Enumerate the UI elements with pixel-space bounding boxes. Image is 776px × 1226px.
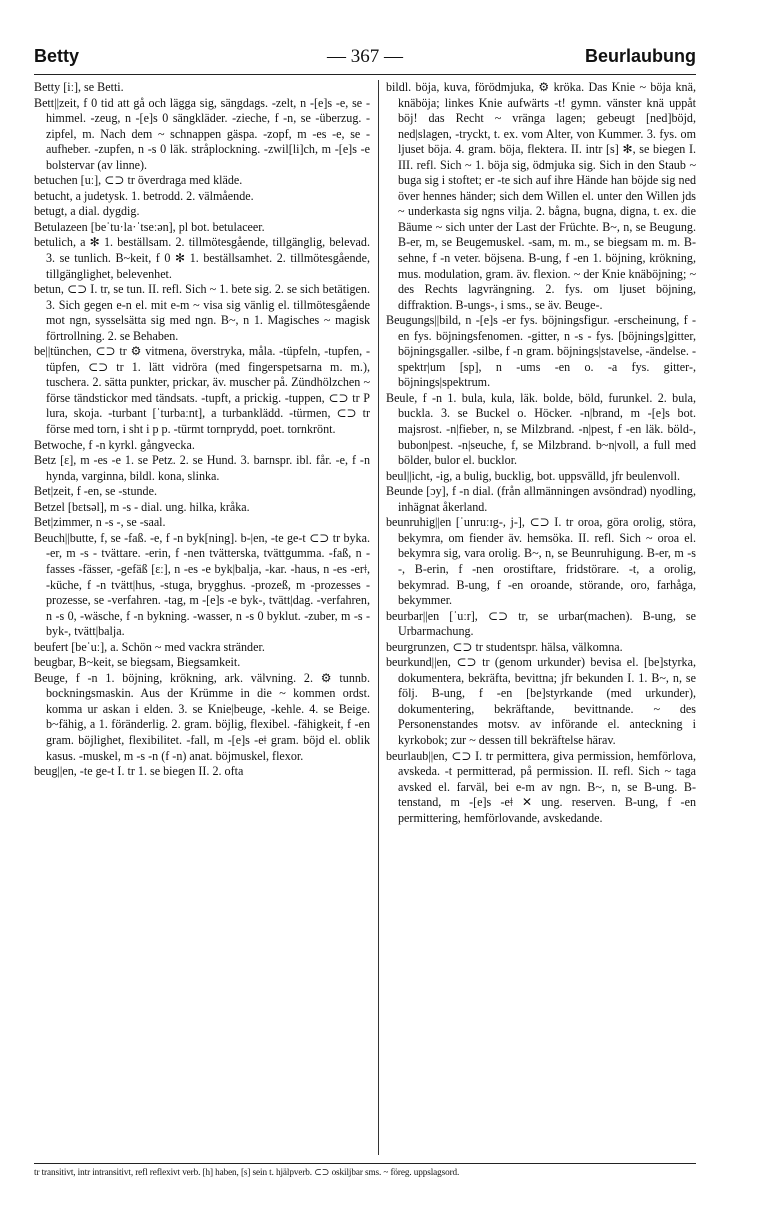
dictionary-entry: beurkund||en, ⊂⊃ tr (genom urkunder) bevisa el. [be]styrka, dokumentera, bekräfta, bevittna; jfr bekunden I. 1. B~, n, se följ. B-ung, f -en [be]styrkande (med urkunder), dokumentering, bekräftande, bevittnande. ~ des Personenstandes motsv. av införande el. anteckning i kyrkobok; zur ~ dessen till bekräftelse härav. (386, 655, 696, 747)
column-divider (378, 80, 379, 1155)
dictionary-entry: Bett||zeit, f 0 tid att gå och lägga sig, sängdags. -zelt, n -[e]s -e, se -himmel. -zeug, n -[e]s 0 sängkläder. -zieche, f -n, se -überzug. -zipfel, m. Nach dem ~ schnappen gäspa. -zopf, m -es -e, se -aufheber. -zupfen, n -s 0 läk. stråplockning. -zwil[li]ch, m -[e]s -e bolstervar (av linne). (34, 95, 370, 172)
dictionary-entry: be||tünchen, ⊂⊃ tr ⚙ vitmena, överstryka, måla. -tüpfeln, -tupfen, -tüpfen, ⊂⊃ tr 1. lätt vidröra (med fingerspetsarna m. m.), tuschera. 2. sätta punkter, prickar, äv. muscher på. Zündhölzchen ~ förse tändstickor med tändsats. -tupft, a prickig. -tuppen, ⊂⊃ tr P lura, skoja. -turbant [ˈturbaːnt], a turbanklädd. -türmen, ⊂⊃ tr förse med torn, i sht i p p. -türmt tornprydd, poet. tornkrönt. (34, 344, 370, 437)
dictionary-entry: betun, ⊂⊃ I. tr, se tun. II. refl. Sich ~ 1. bete sig. 2. se sich betätigen. 3. Sich gegen e-n el. mit e-m ~ visa sig vänlig el. tillmötesgående mot ngn, sysselsätta sig med ngn. B~, n 1. Magisches ~ magisk förtrollning. 2. se Behaben. (34, 282, 370, 343)
dictionary-entry: Betwoche, f -n kyrkl. gångvecka. (34, 437, 195, 452)
dictionary-entry: beunruhig||en [ˈunruːɪg-, j-], ⊂⊃ I. tr oroa, göra orolig, störa, bekymra, om fiender äv. hemsöka. II. refl. Sich ~ oroa el. bekymra sig, vara orolig. B~, n, se Beunruhigung. B-er, m -s -, B-erin, f -nen orostiftare, fridstörare. -t, a orolig, bekymrad. B-ung, f -en oroande, störande, oro, farhåga, bekymmer. (386, 515, 696, 608)
dictionary-entry: Beuge, f -n 1. böjning, krökning, ark. välvning. 2. ⚙ tunnb. bockningsmaskin. Aus der Krümme in die ~ kommen ordst. komma ur askan i elden. 3. se Knie|beuge, -kehle. 4. se Beige. b~fähig, a 1. föränderlig. 2. gram. böjlig, flexibel. -fähigkeit, f -en gram. böjlighet, flexibilitet. -fall, m -[e]s -eǂ gram. böjd el. oblik kasus. -muskel, m -s -n (f -n) anat. böjmuskel, flexor. (34, 670, 370, 763)
abbreviation-footer: tr transitivt, intr intransitivt, refl reflexivt verb. [h] haben, [s] sein t. hjälpverb. ⊂⊃ oskiljbar sms. ~ föreg. uppslagsord. (34, 1167, 460, 1177)
dictionary-entry: betugt, a dial. dygdig. (34, 204, 140, 219)
dictionary-entry: beugbar, B~keit, se biegsam, Biegsamkeit. (34, 655, 241, 670)
dictionary-entry: Beugungs||bild, n -[e]s -er fys. böjningsfigur. -erscheinung, f -en fys. böjningsfenomen. -gitter, n -s - fys. [böjnings]gitter, böjningsgaller. -silbe, f -n gram. böjnings|stavelse, -ändelse. -spektr|um [sp], n -ums -en o. -a fys. gitter-, böjnings|spektrum. (386, 313, 696, 390)
dictionary-entry: Beule, f -n 1. bula, kula, läk. bolde, böld, furunkel. 2. bula, buckla. 3. se Buckel o. Höcker. -n|brand, m -[e]s bot. majsrost. -n|fieber, n, se Milzbrand. -n|pest, f -en läk. böld-, bubon|pest. -n|seuche, f, se Milzbrand. b~n|voll, a full med bölder, bulor el. bucklor. (386, 390, 696, 468)
header-rule (34, 74, 696, 75)
dictionary-entry: Beuch||butte, f, se -faß. -e, f -n byk[ning]. b-|en, -te ge-t ⊂⊃ tr byka. -er, m -s - tvättare. -erin, f -nen tvätterska, tvättgumma. -faß, n -fasses -fässer, -gefäß [ɛː], n -es -e byk|balja, -kar. -haus, n -es -erǂ, -küche, f -n tvätt|hus, -stuga, brygghus. -prozeß, m -prozesses -prozesse, se -verfahren. -tag, m -[e]s -e byk-, tvätt|dag. -verfahren, n -s 0, -wäsche, f -n bykning. -wasser, n -s 0 byklut. -zuber, m -s - byk-, tvätt|balja. (34, 530, 370, 639)
footer-rule (34, 1163, 696, 1164)
dictionary-entry: beurbar||en [ˈuːr], ⊂⊃ tr, se urbar(machen). B-ung, se Urbarmachung. (386, 608, 696, 639)
dictionary-entry: Betulazeen [beˈtu·la·ˈtseːən], pl bot. betulaceer. (34, 219, 265, 234)
dictionary-entry: Betzel [bɛtsəl], m -s - dial. ung. hilka, kråka. (34, 499, 250, 514)
dictionary-entry: betucht, a judetysk. 1. betrodd. 2. välmående. (34, 188, 254, 203)
dictionary-entry: betulich, a ✻ 1. beställsam. 2. tillmötesgående, tillgänglig, belevad. 3. se tunlich. B~keit, f 0 ✻ 1. beställsamhet. 2. tillmötesgående, tillgänglighet, belevenhet. (34, 235, 370, 281)
left-running-headword: Betty (34, 46, 80, 66)
dictionary-entry: beul||icht, -ig, a bulig, bucklig, bot. uppsvälld, jfr beulenvoll. (386, 468, 681, 483)
right-column (386, 80, 696, 1160)
dictionary-entry: Betty [iː], se Betti. (34, 80, 124, 94)
dictionary-entry: bildl. böja, kuva, förödmjuka, ⚙ kröka. Das Knie ~ böja knä, knäböja; linkes Knie aufwärts -t! gymn. vänster knä uppåt böj! das Recht ~ vränga lagen; gebeugt [ned]böjd, ned|slagen, -tryckt, t. ex. vom Alter, von Kummer. 3. fys. om ljuset böja. 4. gram. böja, flektera. II. intr [s] ✻, se biegen I. III. refl. Sich ~ 1. böja sig, ödmjuka sig. Sich in den Staub ~ buga sig i stoftet; er -te sich auf ihre Hände han böjde sig ned över hennes händer; sich dem Willen el. unter den Willen jds ~ underkasta sig ngns vilja. 2. bågna, bugna, digna, t. ex. die Bäume ~ sich unter der Last der Früchte. B~, n, se Beugung. B-er, m, se Beugemuskel. -sam, m. m., se biegsam m. m. B-sehne, f -n veter. böjsena. B-ung, f -en 1. böjning, krökning, mus. modulation, gram. äv. flexion. ~ der Knie knäböjning; ~ des Rechts lagvrängning. 2. fys. om ljuset böjning, diffraktion. B-ungs-, i sms., se äv. Beuge-. (386, 80, 696, 312)
dictionary-entry: Bet|zimmer, n -s -, se -saal. (34, 515, 166, 530)
dictionary-entry: beurgrunzen, ⊂⊃ tr studentspr. hälsa, välkomna. (386, 639, 623, 654)
dictionary-entry: betuchen [uː], ⊂⊃ tr överdraga med kläde. (34, 173, 243, 188)
right-running-headword: Beurlaubung (585, 46, 696, 66)
left-column (34, 80, 370, 1160)
dictionary-entry: Bet|zeit, f -en, se -stunde. (34, 484, 157, 499)
page-number: — 367 — (327, 46, 403, 67)
dictionary-entry: beug||en, -te ge-t I. tr 1. se biegen II. 2. ofta (34, 764, 244, 779)
dictionary-entry: beurlaub||en, ⊂⊃ I. tr permittera, giva permission, hemförlova, avskeda. -t permitterad, på permission. II. refl. Sich ~ taga avsked el. farväl, bei e-m av ngn. B~, n, se B-ung. B-tenstand, m -[e]s -eǂ ✕ ung. reserven. B-ung, f -en permittering, hemförlovande, avskedande. (386, 748, 696, 825)
dictionary-entry: Beunde [ɔy], f -n dial. (från allmänningen avsöndrad) nyodling, inhägnat åkerland. (386, 484, 696, 514)
page-header (34, 46, 696, 72)
dictionary-entry: Betz [ɛ], m -es -e 1. se Petz. 2. se Hund. 3. barnspr. ibl. får. -e, f -n hynda, varginna, bildl. kona, slinka. (34, 453, 370, 483)
dictionary-entry: beufert [beˈuː], a. Schön ~ med vackra stränder. (34, 639, 265, 654)
